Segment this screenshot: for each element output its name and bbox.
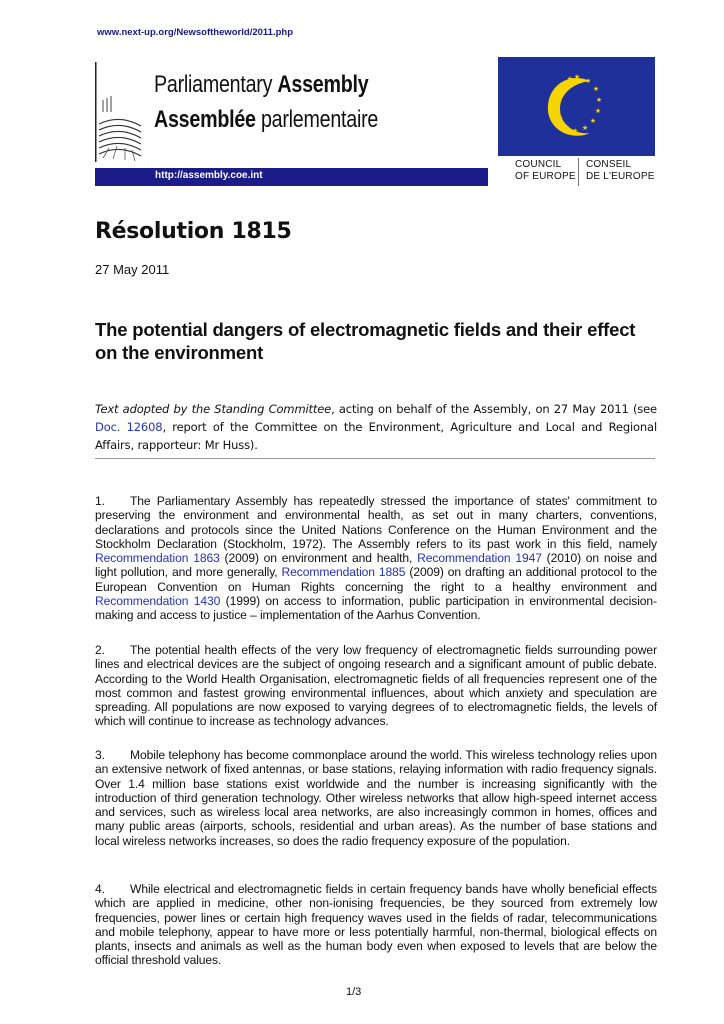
assembly-url[interactable]: http://assembly.coe.int (155, 170, 263, 181)
resolution-title: Résolution 1815 (95, 219, 292, 244)
coe-divider (578, 158, 579, 186)
svg-text:★: ★ (566, 75, 574, 83)
document-title: The potential dangers of electromagnetic fields and their effect on the environment (95, 319, 636, 363)
recommendation-1863-link[interactable]: Recommendation 1863 (95, 551, 220, 566)
svg-text:★: ★ (571, 127, 579, 135)
pace-name-french: Assemblée parlementaire (154, 106, 379, 133)
svg-text:★: ★ (589, 117, 597, 125)
paragraph-3: 3. Mobile telephony has become commonplace around the world. This wireless technology relies upon an extensive network of fixed antennas, or base stations, relaying information with radio frequency signals. Over 1.4 million base stations exist worldwide and the number is increasing significantly with the introduction of third generation technology. Other wireless networks that allow high-speed internet access and services, such as wireless local area networks, are also increasingly common in homes, offices and many public areas (airports, schools, residential and urban areas). As the number of base stations and local wireless networks increases, so does the radio frequency exposure of the population. (95, 748, 657, 848)
svg-text:★: ★ (562, 123, 570, 131)
doc-12608-link[interactable]: Doc. 12608 (95, 420, 163, 434)
coe-name-english: COUNCIL OF EUROPE (515, 159, 576, 182)
recommendation-1947-link[interactable]: Recommendation 1947 (417, 551, 542, 566)
source-url[interactable]: www.next-up.org/Newsoftheworld/2011.php (97, 27, 294, 38)
svg-text:★: ★ (581, 124, 589, 132)
recommendation-1430-link[interactable]: Recommendation 1430 (95, 594, 221, 609)
adoption-note: Text adopted by the Standing Committee, acting on behalf of the Assembly, on 27 May 2011 (see Doc. 12608, report of the Committee on the Environment, Agriculture and Local and Regional Affairs, rapporteur: Mr Huss). (95, 402, 657, 452)
paragraph-4: 4. While electrical and electromagnetic fields in certain frequency bands have wholly beneficial effects which are applied in medicine, other non-ionising frequencies, be they sourced from extremely low frequencies, power lines or certain high frequency waves used in the fields of radar, telecommunications and mobile telephony, appear to have more or less potentially harmful, non-thermal, biological effects on plants, insects and animals as well as the human body even when exposed to levels that are below the official threshold values. (95, 882, 657, 968)
divider-rule (95, 458, 655, 459)
paragraph-1: 1. The Parliamentary Assembly has repeatedly stressed the importance of states' commitment to preserving the environment and environmental health, as set out in many charters, conventions, declarations and protocols since the United Nations Conference on the Human Environment and the Stockholm Declaration (Stockholm, 1972). The Assembly refers to its past work in this field, namely Recommendation 1863 (2009) on environment and health, Recommendation 1947 (2010) on noise and light pollution, and more generally, Recommendation 1885 (2009) on drafting an additional protocol to the European Convention on Human Rights concerning the right to a healthy environment and Recommendation 1430 (1999) on access to information, public participation in environmental decision-making and access to justice – implementation of the Aarhus Convention. (95, 494, 658, 623)
pace-name-english: Parliamentary Assembly (154, 71, 369, 98)
council-of-europe-logo (498, 57, 655, 156)
svg-text:★: ★ (573, 73, 581, 81)
coe-name-french: CONSEIL DE L'EUROPE (586, 159, 655, 182)
svg-text:★: ★ (556, 114, 564, 122)
resolution-date: 27 May 2011 (95, 262, 170, 277)
recommendation-1885-link[interactable]: Recommendation 1885 (281, 565, 406, 580)
paragraph-2: 2. The potential health effects of the very low frequency of electromagnetic fields surrounding power lines and electrical devices are the subject of ongoing research and a significant amount of public debate. According to the World Health Organisation, electromagnetic fields of all frequencies represent one of the most common and fastest growing environmental influences, about which anxiety and speculation are spreading. All populations are now exposed to varying degrees of to electromagnetic fields, the levels of which will continue to increase as technology advances. (95, 643, 657, 729)
pace-hemicycle-logo (95, 62, 145, 162)
page-number: 1/3 (346, 986, 362, 998)
svg-text:★: ★ (592, 85, 600, 93)
svg-text:★: ★ (595, 96, 603, 104)
svg-text:★: ★ (584, 77, 592, 85)
header-bar (95, 168, 488, 186)
svg-text:★: ★ (560, 81, 568, 89)
svg-text:★: ★ (594, 107, 602, 115)
